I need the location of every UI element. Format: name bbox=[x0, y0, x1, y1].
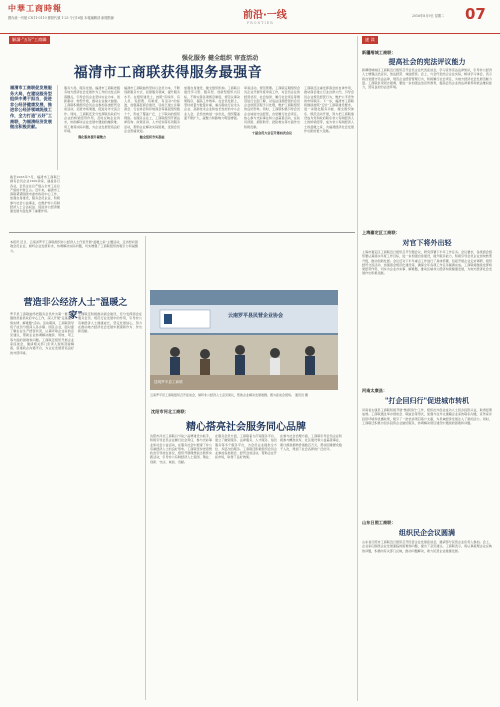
feature-column-4-subhead: 十届会员大会召开第四次会议 bbox=[251, 130, 293, 135]
right-kicker: 速 读 bbox=[362, 36, 378, 44]
feature-sidebar-title: 福清市工商联促发展服务大局，在建设服务型组织中勇于担当，促进非公经济健康发展，推进非公经济领域统战工作，全力打造"五好"工商联，为福清经济发展做出积极贡献。 bbox=[10, 85, 53, 130]
feature-column-1-subhead: 强化服务提升凝聚力 bbox=[78, 135, 106, 140]
story3-body-b: 在服务会员方面，工商联着力打造服务平台，建立了融资服务、法律服务、人才服务、信息服务等多个服务平台，为会员企业提供全方位、多层次的服务。工商联还积极组织会员企业参加各类展会、经贸洽谈活动，帮助企业开拓市场，取得了良好效果。 bbox=[215, 434, 277, 460]
feature-column-3: 加强自身建设，健全组织机构。工商联以建设学习型、服务型、创新型组织为目标，不断完善各项规章制度，规范议事决策程序，提高工作效率。在会员发展上，坚持质量与数量并重，重点吸收行业龙头企业、高新技术企业和成长性好的中小企业入会，会员结构进一步优化，组织覆盖面不断扩大，凝聚力和影响力明显增强。 bbox=[184, 86, 240, 121]
photo-banner-text: 云南罗平县民营企业协会 bbox=[228, 313, 284, 319]
feature-column-5: 工商联还注重发挥商会的自律作用，推动商会建立行业自律公约，引导会员企业规范经营行为，维护公平竞争的市场秩序。下一步，福清市工商联将继续按照"五好"工商联建设要求，进一步强化服务功能、健全组织体系、规范活动开展，努力把工商联建设成为党和政府联系非公有制经济人士的桥梁纽带，成为非公有制经济人士的温暖之家，为福清经济社会发展作出新的更大贡献。 bbox=[304, 86, 354, 133]
feature-column-1 bbox=[64, 86, 120, 226]
masthead bbox=[0, 0, 500, 34]
story3-headline: 精心搭亮社会服务同心品牌 bbox=[186, 422, 306, 433]
story3-body-a: 沈阳市河北工商联以"同心"品牌建设为抓手，积极引导会员企业履行社会责任，参与光彩事业和社会公益活动，在服务社会中展现了非公有制经济人士的良好形象。工商联坚持把思想政治引导放在首位，组织开展理想信念教育实践活动，引导非公有制经济人士爱国、敬业、创新、守法、诚信、贡献。 bbox=[150, 434, 212, 464]
story3-kicker: 沈阳市河北工商联： bbox=[151, 409, 189, 414]
feature-sidebar-body: 截至2016年7月，福清市工商联已拥有会员企业1200余家，涵盖各行各业，会员企业总产值占全市工业总产值的半壁江山。近年来，福清市工商联紧紧围绕市委市政府中心工作，加强自身建设，服务会员企业，积极参与社会公益事业，在维护非公有制经济人士合法权益、促进非公经济健康发展方面发挥了重要作用。 bbox=[10, 175, 60, 214]
brief3-headline: "打企回归行"促进城市转机 bbox=[384, 396, 470, 405]
feature-column-2-subhead: 健全组织夯实基础 bbox=[139, 135, 165, 140]
brief4-headline: 组织民企会议圆满 bbox=[399, 528, 455, 537]
story2-headline: 营造非公经济人士"温暖之家" bbox=[23, 298, 128, 321]
publication-info: 國內統一刊號 CN11-0110 郵發代號 1-25 今日16版 本報編輯部 新聞熱線 bbox=[8, 16, 114, 20]
photo-illustration bbox=[150, 290, 338, 390]
brief1-headline: 提高社会的宪法评议能力 bbox=[388, 57, 466, 66]
feature-column-2-text: 福清市工商联始终坚持以会员为本，不断创新服务方式、拓展服务领域、提升服务水平。在组织建设上，按照"有场所、有人员、有经费、有制度、有活动"的标准，加强基层商会建设，目前已建立乡镇商会、行业协会和异地商会等基层组织数十个，形成了覆盖广泛、上下联动的组织网络。在服务企业上，工商联组织开展法律咨询、政策宣讲、人才培训等系列服务活动，帮助企业解决实际困难，受到会员企业普遍欢迎。 bbox=[124, 86, 180, 133]
right-column-divider bbox=[357, 36, 358, 701]
brief4-body: 山东省日照市工商联近日组织召开民营企业发展座谈会，邀请部分民营企业负责人参加。会上，企业家们围绕企业发展面临的困难和问题，提出了意见建议。工商联表示，将认真梳理企业反映的问题，积极向有关部门反映，推动问题解决，助力民营企业健康发展。 bbox=[362, 540, 492, 553]
brief1-kicker: 新疆塔城工商联： bbox=[362, 50, 396, 55]
feature-column-1-text: 服务大局，服务发展。福清市工商联把服务地方经济社会发展作为工作的出发点和落脚点，引导会员企业坚持实业为本、创新驱动、转型升级，推动企业做大做强。工商联积极组织会员企业参加各类经贸洽谈活动，拓宽市场渠道，促进对外交流合作。同时，工商联还充分发挥联系政府与企业的桥梁纽带作用，及时反映企业诉求，协助解决企业发展中遇到的融资难、用工难等实际问题，为企业发展营造良好环境。 bbox=[64, 86, 120, 133]
brief1-body: 新疆塔城地区工商联近日组织召开会员企业代表座谈会，学习宣传宪法法律知识，引导非公经济人士增强法治意识，依法经营、诚信经营。会上，与会代表结合企业实际，畅谈学习体会，表示将自觉遵守宪法法律，规范企业经营管理行为，积极履行社会责任，为地方经济社会发展贡献力量。工商联负责同志强调，要进一步加强法治宣传教育，提高会员企业的法律素养和依法维权能力，营造良好的法治环境。 bbox=[362, 68, 492, 90]
photo-label: 昆明罗平县工商联 bbox=[154, 380, 183, 384]
feature-column-4-text: 审查活动，规范管理。工商联定期组织会员企业开展年度审查工作，对会员企业的经营状况、社会信誉、履行社会责任等情况进行全面了解，对违法违规经营的会员企业依照章程予以处理，维护工商联组织的良好形象。同时，工商联积极引导会员企业诚信守法经营，自觉履行社会责任，热心参与光彩事业和公益慈善活动，在扶贫济困、捐资助学、抢险救灾等方面作出积极贡献。 bbox=[244, 86, 300, 129]
feature-sidebar bbox=[10, 85, 58, 170]
page-number: 07 bbox=[465, 5, 486, 23]
story3-body-c: 在参与社会治理方面，工商联引导会员企业积极参与精准扶贫、社区建设和公益慈善事业，累计捐款捐物价值数百万元，帮扶困难群众数千人次，得到了社会各界的广泛好评。 bbox=[280, 434, 342, 451]
column-divider bbox=[145, 236, 146, 700]
newspaper-logo: 中華工商時報 bbox=[8, 4, 62, 13]
section-title: 前沿·一线 bbox=[243, 10, 287, 21]
brief2-kicker: 上海嘉定区工商联： bbox=[362, 230, 400, 235]
brief4-kicker: 山东日照工商联： bbox=[362, 520, 396, 525]
brief2-headline: 对官下将外出轻 bbox=[402, 238, 452, 247]
story2-body-b: 工商联还积极推动商会建设，充分发挥商会在服务会员、规范行业发展中的作用，引导非公有制经济人士健康成长，坚定发展信心，努力在推动地方经济社会发展中展现新作为、作出新贡献。 bbox=[78, 312, 142, 334]
feature-deck: 强化服务 健全组织 审查活动 bbox=[181, 55, 259, 62]
issue-date: 2016年8月9日 星期二 bbox=[412, 14, 445, 18]
brief3-kicker: 河南太康县： bbox=[362, 388, 388, 393]
photo-caption: 云南罗平县工商联组织召开座谈会，倾听非公经济人士意见建议，帮助企业解决发展难题。图为座谈会现场。 通讯员 摄 bbox=[150, 393, 308, 397]
section-divider bbox=[9, 232, 355, 233]
brief2-body: 上海市嘉定区工商联近日组织召开专题会议，研究部署下半年工作任务。会议要求，各级商会组织要认真落实年度工作目标，进一步加强自身建设，提升服务能力，积极引导会员企业加快转型升级，推动创新发展。会议还对下半年重点工作进行了具体部署，包括开展企业走访调研、组织经贸交流活动、加强商会规范化建设等，确保全年各项工作任务圆满完成。工商联将继续发挥桥梁纽带作用，切实为企业办实事、解难题，推动区域非公经济持续健康发展，为地方经济社会发展作出积极贡献。 bbox=[362, 250, 492, 276]
brief3-body: 河南省太康县工商联积极开展"豫商回归"工作，组织在外创业成功人士回乡投资兴业，取得显著成效。工商联通过举办恳谈会、联谊会等形式，加强与在外太康籍企业家的联系沟通，宣传家乡投资环境和优惠政策，吸引了一批优质项目落户太康，为县域经济发展注入了新的活力。同时，工商联还积极为回乡投资企业做好服务，协调解决项目建设中遇到的困难和问题。 bbox=[362, 408, 492, 425]
event-photo bbox=[150, 290, 338, 390]
feature-column-2 bbox=[124, 86, 180, 226]
feature-kicker: 解讀·"五好"工商聯 bbox=[9, 36, 50, 44]
story2-lead: 本报讯 近日，云南省罗平工商联组织非公经济人士代表开展"温暖之家"主题活动，走访慰问困难会员企业，倾听企业发展诉求，协调解决实际问题，切实增强了工商联组织的吸引力和凝聚力。 bbox=[10, 240, 138, 253]
section-subtitle: FRONTIER bbox=[247, 21, 274, 25]
story2-body-a: 罗平县工商联始终把服务会员作为第一要务，围绕县委县政府中心工作，深入开展"走基层、察实情、解难题"活动。活动期间，工商联领导班子成员分组深入各乡镇、园区企业，面对面了解企业生产经营状况，认真听取企业家的意见建议，帮助企业协调解决融资、用地、用工等方面的困难和问题。工商联还组织开展企业家座谈会，邀请相关部门负责人现场答疑解惑，搭建政企沟通平台，为企业发展营造良好的外部环境。 bbox=[10, 312, 74, 355]
feature-column-4 bbox=[244, 86, 300, 226]
feature-headline: 福清市工商联获得服务最强音 bbox=[73, 65, 263, 81]
